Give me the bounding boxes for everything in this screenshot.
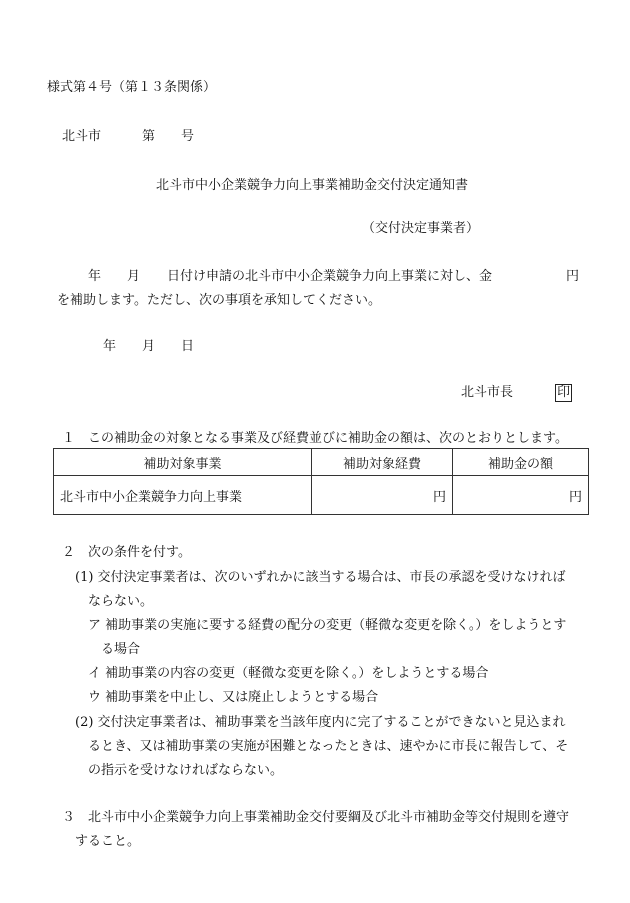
signer	[461, 384, 572, 402]
body-tsuki: 月	[127, 269, 141, 284]
condition-1-u: ウ 補助事業を中止し、又は廃止しようとする場合	[88, 690, 379, 705]
subsidy-table	[53, 448, 589, 515]
condition-1-i: イ 補助事業の内容の変更（軽微な変更を除く。）をしようとする場合	[88, 666, 489, 681]
condition-1-line1: (1) 交付決定事業者は、次のいずれかに該当する場合は、市長の承認を受けなければ	[75, 570, 566, 585]
body-nen: 年	[88, 269, 102, 284]
ref-dai: 第	[142, 129, 156, 144]
cell-amount-unit: 円	[453, 476, 589, 515]
date-hi: 日	[181, 339, 195, 354]
body-line2: を補助します。ただし、次の事項を承知してください。	[57, 293, 381, 308]
condition-2-line3: の指示を受けなければならない。	[88, 763, 284, 778]
date-tsuki: 月	[142, 339, 156, 354]
section2-heading: ２ 次の条件を付す。	[62, 545, 191, 560]
section3-line1: ３ 北斗市中小企業競争力向上事業補助金交付要綱及び北斗市補助金等交付規則を遵守	[62, 810, 570, 825]
condition-2-line2: るとき、又は補助事業の実施が困難となったときは、速やかに市長に報告して、そ	[88, 739, 569, 754]
cell-project-name: 北斗市中小企業競争力向上事業	[54, 476, 312, 515]
section3-line2: すること。	[75, 834, 141, 849]
date-nen: 年	[103, 339, 117, 354]
condition-2-line1: (2) 交付決定事業者は、補助事業を当該年度内に完了することができないと見込まれ	[75, 715, 566, 730]
seal-mark: 印	[557, 385, 571, 400]
condition-1-a-line2: る場合	[101, 642, 141, 657]
body-text: 日付け申請の北斗市中小企業競争力向上事業に対し、金	[167, 269, 493, 284]
ref-city: 北斗市	[62, 129, 102, 144]
cell-cost-unit: 円	[312, 476, 453, 515]
addressee: （交付決定事業者）	[362, 221, 480, 236]
section1-heading: １ この補助金の対象となる事業及び経費並びに補助金の額は、次のとおりとします。	[62, 431, 568, 446]
ref-go: 号	[181, 129, 195, 144]
table-header-row	[54, 449, 589, 476]
form-number: 様式第４号（第１３条関係）	[47, 80, 217, 95]
body-en: 円	[566, 269, 580, 284]
signer-name: 北斗市長	[461, 385, 514, 400]
condition-1-a-line1: ア 補助事業の実施に要する経費の配分の変更（軽微な変更を除く。）をしようとす	[88, 618, 567, 633]
header-target-cost: 補助対象経費	[312, 449, 453, 476]
condition-1-line2: ならない。	[88, 594, 154, 609]
header-target-project: 補助対象事業	[54, 449, 312, 476]
document-title: 北斗市中小企業競争力向上事業補助金交付決定通知書	[156, 178, 469, 193]
header-subsidy-amount: 補助金の額	[453, 449, 589, 476]
table-row	[54, 476, 589, 515]
